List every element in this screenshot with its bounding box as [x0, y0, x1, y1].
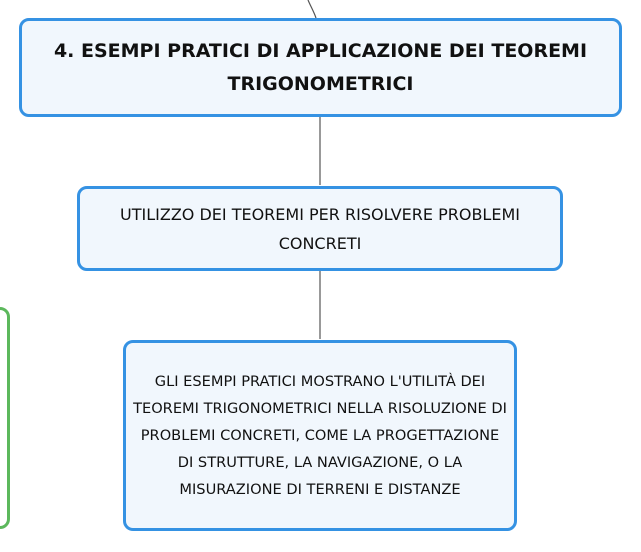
- side-node-partial[interactable]: [0, 307, 10, 529]
- node-title-text: 4. ESEMPI PRATICI DI APPLICAZIONE DEI TEOREMI TRIGONOMETRICI: [53, 39, 588, 95]
- node-subtopic-text: UTILIZZO DEI TEOREMI PER RISOLVERE PROBLEMI CONCRETI: [120, 204, 520, 253]
- node-detail[interactable]: [123, 340, 517, 531]
- node-title[interactable]: [19, 18, 622, 117]
- incoming-connector: [308, 0, 316, 18]
- node-subtopic[interactable]: [77, 186, 563, 271]
- node-detail-text: GLI ESEMPI PRATICI MOSTRANO L'UTILITÀ DEI TEOREMI TRIGONOMETRICI NELLA RISOLUZIONE DI PROBLEMI CONCRETI, COME LA PROGETTAZIONE DI STRUTTURE, LA NAVIGAZIONE, O LA MISURAZIONE DI TERRENI E DISTANZE: [133, 373, 507, 498]
